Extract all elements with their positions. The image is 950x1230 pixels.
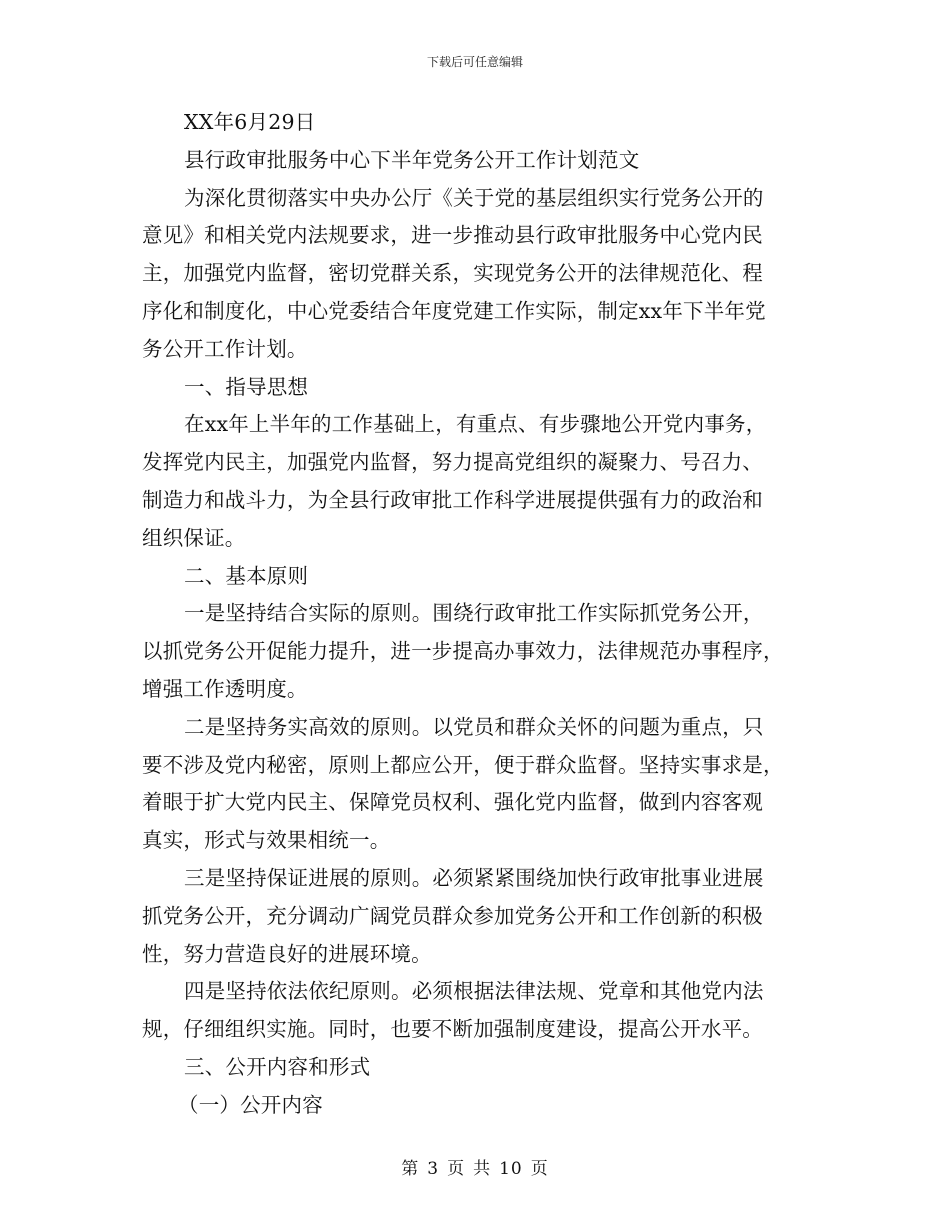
intro-line: 主，加强党内监督，密切党群关系，实现党务公开的法律规范化、程 xyxy=(142,261,763,286)
section1-line: 制造力和战斗力，为全县行政审批工作科学进展提供强有力的政治和 xyxy=(142,487,763,512)
section-heading-disclosure-content: 三、公开内容和形式 xyxy=(184,1054,371,1079)
current-page-number: 3 xyxy=(427,1159,440,1179)
principle2-line: 要不涉及党内秘密，原则上都应公开，便于群众监督。坚持实事求是， xyxy=(142,752,784,777)
principle1-line: 增强工作透明度。 xyxy=(142,676,308,701)
section1-line: 发挥党内民主，加强党内监督，努力提高党组织的凝聚力、号召力、 xyxy=(142,450,763,475)
principle2-line: 着眼于扩大党内民主、保障党员权利、强化党内监督，做到内容客观 xyxy=(142,790,763,815)
footer-suffix: 页 xyxy=(530,1159,549,1179)
intro-line: 序化和制度化，中心党委结合年度党建工作实际，制定xx年下半年党 xyxy=(142,298,766,323)
intro-line: 意见》和相关党内法规要求，进一步推动县行政审批服务中心党内民 xyxy=(142,223,763,248)
document-date: XX年6月29日 xyxy=(184,110,316,134)
page-footer xyxy=(0,1154,950,1179)
section-heading-guiding-ideology: 一、指导思想 xyxy=(184,374,309,399)
footer-page-word: 页 xyxy=(447,1159,466,1179)
document-body xyxy=(142,104,812,1125)
page-header-note: 下载后可任意编辑 xyxy=(426,55,523,69)
principle4-line: 规，仔细组织实施。同时，也要不断加强制度建设，提高公开水平。 xyxy=(142,1017,763,1042)
principle2-line: 二是坚持务实高效的原则。以党员和群众关怀的问题为重点，只 xyxy=(184,714,764,739)
principle3-line: 三是坚持保证进展的原则。必须紧紧围绕加快行政审批事业进展 xyxy=(184,865,764,890)
principle1-line: 以抓党务公开促能力提升，进一步提高办事效力，法律规范办事程序， xyxy=(142,639,784,664)
principle2-line: 真实，形式与效果相统一。 xyxy=(142,828,391,853)
principle3-line: 性，努力营造良好的进展环境。 xyxy=(142,941,432,966)
intro-line: 为深化贯彻落实中央办公厅《关于党的基层组织实行党务公开的 xyxy=(184,185,764,210)
subsection-heading-content: （一）公开内容 xyxy=(178,1092,323,1117)
intro-line: 务公开工作计划。 xyxy=(142,336,308,361)
document-title: 县行政审批服务中心下半年党务公开工作计划范文 xyxy=(184,147,640,172)
section1-line: 在xx年上半年的工作基础上，有重点、有步骤地公开党内事务， xyxy=(184,412,767,437)
principle1-line: 一是坚持结合实际的原则。围绕行政审批工作实际抓党务公开， xyxy=(184,601,764,626)
total-page-count: 10 xyxy=(499,1159,523,1179)
section1-line: 组织保证。 xyxy=(142,525,246,550)
footer-prefix: 第 xyxy=(401,1159,420,1179)
footer-total-label: 共 xyxy=(473,1159,492,1179)
section-heading-basic-principles: 二、基本原则 xyxy=(184,563,309,588)
principle3-line: 抓党务公开，充分调动广阔党员群众参加党务公开和工作创新的积极 xyxy=(142,903,763,928)
principle4-line: 四是坚持依法依纪原则。必须根据法律法规、党章和其他党内法 xyxy=(184,979,764,1004)
